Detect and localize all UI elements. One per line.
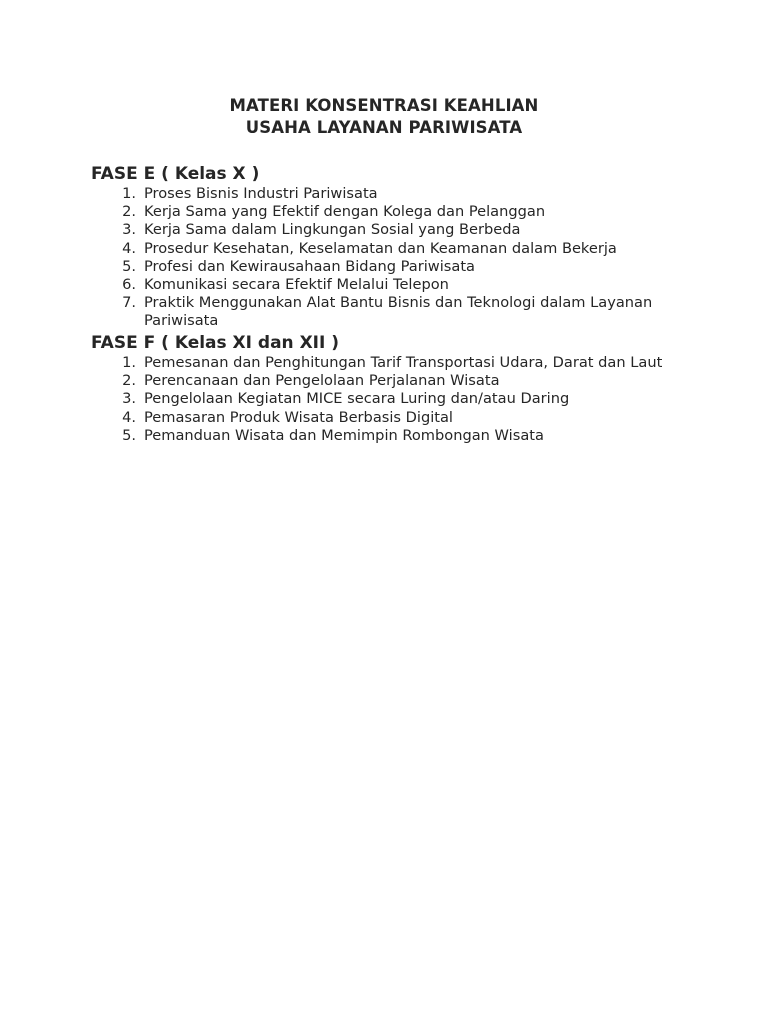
list-item <box>91 258 731 276</box>
list-item-text: Pemesanan dan Penghitungan Tarif Transportasi Udara, Darat dan Laut <box>144 354 663 371</box>
list-item-number: 4. <box>122 408 136 426</box>
list-item-text: Proses Bisnis Industri Pariwisata <box>144 185 378 202</box>
section-heading: FASE E ( Kelas X ) <box>91 164 260 184</box>
list-item-number: 7. <box>122 294 136 312</box>
list-item <box>91 276 731 294</box>
list-item <box>91 354 731 372</box>
list-item <box>91 390 731 408</box>
list-item-number: 5. <box>122 257 136 275</box>
list-item-number: 4. <box>122 239 136 257</box>
list-item-number: 2. <box>122 372 136 390</box>
list-item-number: 1. <box>122 185 136 202</box>
topic-list <box>91 185 731 331</box>
topic-list <box>91 354 731 445</box>
list-item-number: 3. <box>122 221 136 239</box>
list-item-text: Kerja Sama dalam Lingkungan Sosial yang Berbeda <box>144 221 521 239</box>
list-item <box>91 240 731 258</box>
list-item-text: Pemasaran Produk Wisata Berbasis Digital <box>144 408 453 426</box>
list-item <box>91 294 731 330</box>
list-item-text: Komunikasi secara Efektif Melalui Telepon <box>144 276 449 294</box>
list-item-text: Perencanaan dan Pengelolaan Perjalanan Wisata <box>144 372 500 390</box>
section-fase-e <box>91 163 731 331</box>
title-line-1: MATERI KONSENTRASI KEAHLIAN <box>229 96 539 115</box>
list-item-number: 2. <box>122 203 136 221</box>
list-item <box>91 372 731 390</box>
list-item <box>91 185 731 203</box>
list-item-number: 1. <box>122 354 136 371</box>
section-heading: FASE F ( Kelas XI dan XII ) <box>91 333 340 353</box>
list-item <box>91 409 731 427</box>
section-fase-f <box>91 332 731 445</box>
list-item-text: Kerja Sama yang Efektif dengan Kolega dan Pelanggan <box>144 203 546 221</box>
list-item <box>91 221 731 239</box>
list-item-text: Praktik Menggunakan Alat Bantu Bisnis dan Teknologi dalam Layanan Pariwisata <box>144 294 653 330</box>
list-item-text: Prosedur Kesehatan, Keselamatan dan Keamanan dalam Bekerja <box>144 239 617 257</box>
list-item-text: Pengelolaan Kegiatan MICE secara Luring dan/atau Daring <box>144 390 570 408</box>
list-item-text: Profesi dan Kewirausahaan Bidang Pariwisata <box>144 257 476 275</box>
list-item-number: 3. <box>122 390 136 408</box>
list-item <box>91 427 731 445</box>
list-item-number: 5. <box>122 426 136 444</box>
list-item <box>91 203 731 221</box>
list-item-text: Pemanduan Wisata dan Memimpin Rombongan Wisata <box>144 426 544 444</box>
title-line-2: USAHA LAYANAN PARIWISATA <box>245 118 523 137</box>
document-title <box>0 95 768 139</box>
list-item-number: 6. <box>122 276 136 294</box>
